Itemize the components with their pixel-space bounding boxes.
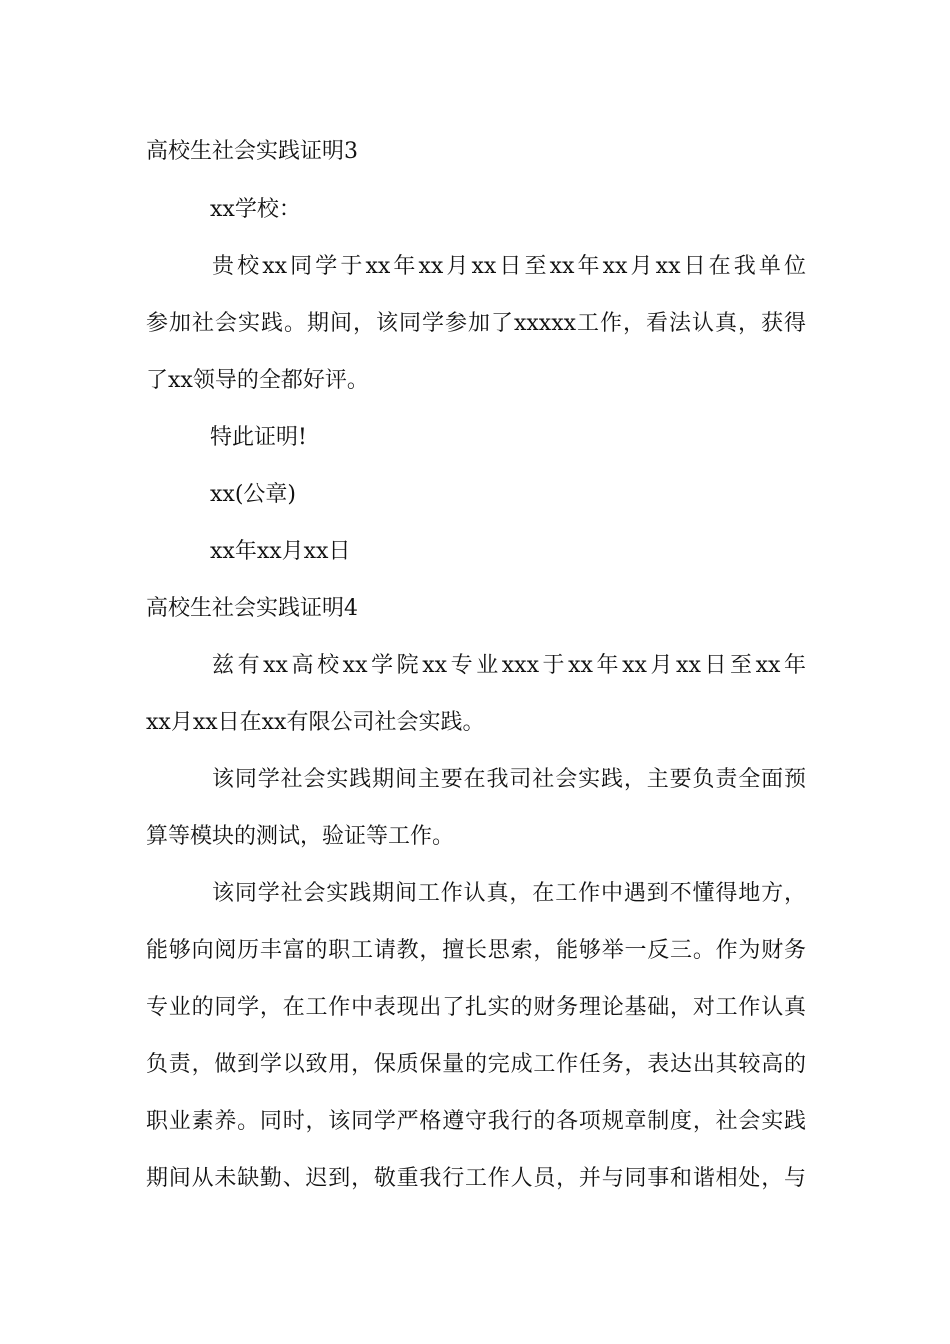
section4-para3-line-6: 期间从未缺勤、迟到，敬重我行工作人员，并与同事和谐相处，与 [146, 1166, 806, 1191]
section4-para3-line-4: 负责，做到学以致用，保质保量的完成工作任务，表达出其较高的 [146, 1052, 806, 1077]
section4-para3-line-1: 该同学社会实践期间工作认真，在工作中遇到不懂得地方， [212, 881, 806, 906]
section4-para3-line-5: 职业素养。同时，该同学严格遵守我行的各项规章制度，社会实践 [146, 1109, 806, 1134]
section3-salutation: xx学校： [210, 197, 301, 222]
section3-closing: 特此证明! [210, 425, 307, 450]
section4-para2-line-1: 该同学社会实践期间主要在我司社会实践，主要负责全面预 [212, 767, 806, 792]
section4-title: 高校生社会实践证明4 [146, 596, 358, 621]
section3-body-line-2: 参加社会实践。期间，该同学参加了xxxxx工作，看法认真，获得 [146, 311, 806, 336]
section3-seal: xx(公章) [210, 482, 296, 507]
section4-para1-line-1: 兹有xx高校xx学院xx专业xxx于xx年xx月xx日至xx年 [212, 653, 806, 678]
section3-title: 高校生社会实践证明3 [146, 139, 358, 164]
section4-para2-line-2: 算等模块的测试，验证等工作。 [146, 824, 455, 849]
section4-para1-line-2: xx月xx日在xx有限公司社会实践。 [146, 710, 485, 735]
section3-body-line-3: 了xx领导的全都好评。 [146, 368, 369, 393]
section4-para3-line-3: 专业的同学，在工作中表现出了扎实的财务理论基础，对工作认真 [146, 995, 806, 1020]
section4-para3-line-2: 能够向阅历丰富的职工请教，擅长思索，能够举一反三。作为财务 [146, 938, 806, 963]
section3-date: xx年xx月xx日 [210, 539, 351, 564]
section3-body-line-1: 贵校xx同学于xx年xx月xx日至xx年xx月xx日在我单位 [212, 254, 806, 279]
